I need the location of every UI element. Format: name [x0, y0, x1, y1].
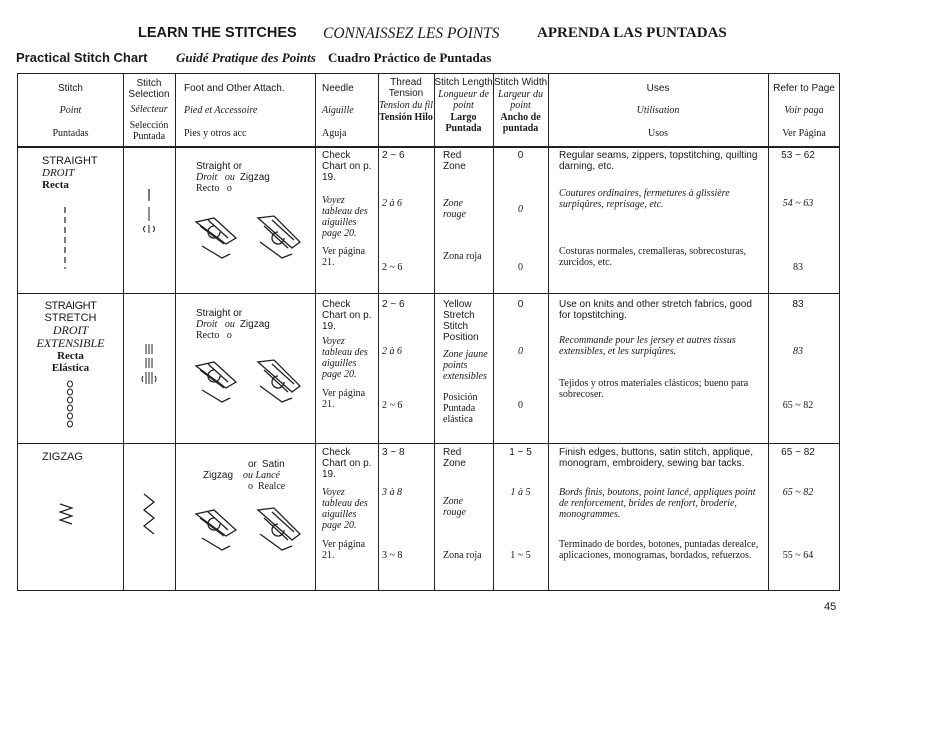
- selection-zigzag-icon: [140, 492, 158, 538]
- title-french: CONNAISSEZ LES POINTS: [323, 25, 500, 42]
- header-length: Stitch Length Longueur de point Largo Puntada: [434, 77, 493, 134]
- row1-stitch-name: STRAIGHT DROIT Recta: [42, 155, 98, 191]
- row2-stitch-name: STRAIGHT STRETCH DROIT EXTENSIBLE Recta Elástica: [36, 300, 105, 374]
- selection-stretch-icon: [140, 342, 158, 386]
- row1-length: Red Zone Zone rouge Zona roja: [443, 150, 482, 262]
- row1-foot-label: Straight or Droit ou Zigzag Recto o: [196, 161, 270, 194]
- row3-width: 1 ~ 5 1 à 5 1 ~ 5: [509, 447, 532, 561]
- title-english: LEARN THE STITCHES: [138, 25, 297, 41]
- row2-length: Yellow Stretch Stitch Position Zone jaune points extensibles Posición Puntada elástica: [443, 299, 488, 425]
- main-titles: [0, 25, 950, 45]
- stretch-stitch-icon: [66, 380, 74, 432]
- stitch-chart-table: [17, 73, 840, 591]
- straight-stitch-icon: [62, 205, 68, 271]
- header-page: Refer to Page Voir paga Ver Página: [773, 83, 835, 139]
- header-uses: Uses Utilisation Usos: [636, 83, 680, 139]
- header-selection: Stitch Selection Sélecteur Selección Puntada: [128, 78, 170, 142]
- presser-feet-icon-2: [188, 356, 308, 408]
- row2-uses: Use on knits and other stretch fabrics, good for topstitching. Recommande pour les jersey et autres tissus extensibles, et les surpiqûres. Tejidos y otros materiales clásticos; bueno para sobrecoser.: [559, 299, 752, 400]
- zigzag-stitch-icon: [58, 502, 74, 528]
- row3-needle: Check Chart on p. 19. Voyez tableau des aiguilles page 20. Ver página 21.: [322, 447, 372, 561]
- header-stitch: Stitch Point Puntadas: [52, 83, 89, 139]
- selection-straight-icon: [139, 189, 159, 237]
- row3-tension: 3 ~ 8 3 à 8 3 ~ 8: [382, 447, 405, 561]
- header-needle: Needle Aiguille Aguja: [322, 83, 354, 139]
- row1-needle: Check Chart on p. 19. Voyez tableau des aiguilles page 20. Ver página 21.: [322, 150, 372, 268]
- subtitle-english: Practical Stitch Chart: [16, 50, 148, 65]
- row1-page: 53 ~ 62 54 ~ 63 83: [781, 150, 815, 273]
- row2-needle: Check Chart on p. 19. Voyez tableau des aiguilles page 20. Ver página 21.: [322, 299, 372, 410]
- row1-tension: 2 ~ 6 2 à 6 2 ~ 6: [382, 150, 405, 273]
- row3-page: 65 ~ 82 65 ~ 82 55 ~ 64: [781, 447, 815, 561]
- row3-stitch-name: ZIGZAG: [42, 451, 83, 463]
- row3-foot-label: or Satin Zigzag ou Lancé o Realce: [203, 459, 286, 492]
- row2-page: 83 83 65 ~ 82: [782, 299, 814, 411]
- row1-width: 0 0 0: [517, 150, 524, 273]
- presser-feet-icon-3: [188, 504, 308, 556]
- page-number: 45: [824, 601, 837, 613]
- header-width: Stitch Width Largeur du point Ancho de puntada: [493, 77, 548, 134]
- row2-width: 0 0 0: [517, 299, 524, 411]
- header-foot: Foot and Other Attach. Pied et Accessoire Pies y otros acc: [184, 83, 285, 139]
- row3-length: Red Zone Zone rouge Zona roja: [443, 447, 482, 561]
- header-tension: Thread Tension Tension du fil Tensión Hilo: [378, 77, 434, 123]
- row2-foot-label: Straight or Droit ou Zigzag Recto o: [196, 308, 270, 341]
- row2-tension: 2 ~ 6 2 à 6 2 ~ 6: [382, 299, 405, 411]
- sub-titles: [0, 50, 950, 68]
- row1-uses: Regular seams, zippers, topstitching, quilting darning, etc. Coutures ordinaires, fermetures à glissière surpiqûres, reprisage, etc. Costuras normales, cremalleras, sobrecosturas, zurcidos, etc.: [559, 150, 758, 268]
- subtitle-french: Guidé Pratique des Points: [176, 50, 316, 65]
- subtitle-spanish: Cuadro Práctico de Puntadas: [328, 50, 492, 65]
- title-spanish: APRENDA LAS PUNTADAS: [537, 25, 727, 41]
- row3-uses: Finish edges, buttons, satin stitch, applique, monogram, embroidery, sewing bar tacks. Bords finis, boutons, point lancé, appliques point de renforcement, brides de renfort, broderie, monogrammes. Terminado de bordes, botones, puntadas derealce, aplicaciones, monogramas, bordados, refuerzos.: [559, 447, 759, 561]
- presser-feet-icon: [188, 212, 308, 264]
